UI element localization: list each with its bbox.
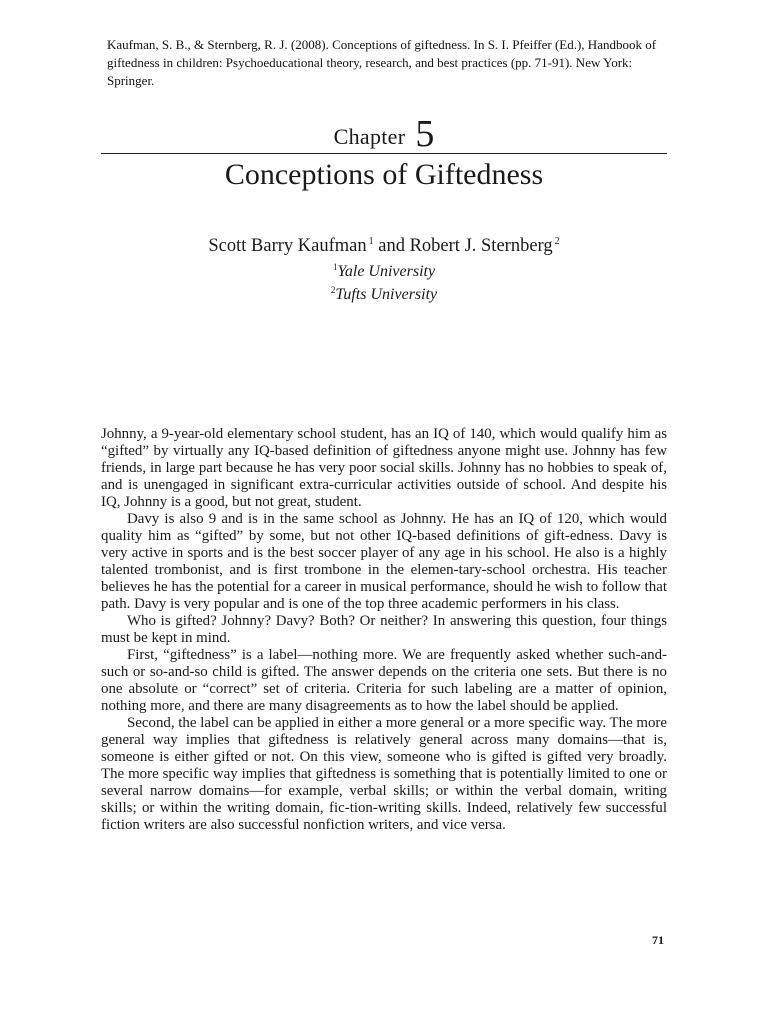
chapter-label — [0, 112, 768, 156]
chapter-number: 5 — [415, 113, 435, 155]
page-number: 71 — [652, 933, 664, 947]
affiliation-1 — [0, 257, 768, 282]
paragraph-1: Johnny, a 9-year-old elementary school student, has an IQ of 140, which would qualify him as “gifted” by virtually any IQ-based definition of giftedness anyone might use. Johnny has few friends, in large part because he has very poor social skills. Johnny has no hobbies to speak of, and is unengaged in significant extra-curricular activities outside of school. And despite his IQ, Johnny is a good, but not great, student. — [101, 426, 667, 510]
author-1-affiliation-mark: 1 — [368, 236, 374, 247]
affiliation-2-name: Tufts University — [335, 286, 438, 303]
author-conjunction: and — [373, 236, 410, 256]
author-line — [0, 230, 768, 258]
author-1: Scott Barry Kaufman — [208, 236, 367, 256]
citation-header: Kaufman, S. B., & Sternberg, R. J. (2008). Conceptions of giftedness. In S. I. Pfeiffer (Ed.), Handbook of giftedness in children: Psychoeducational theory, research, and best practices (pp. 71-91). New York: Springer. — [107, 37, 657, 88]
paragraph-5: Second, the label can be applied in either a more general or a more specific way. The more general way implies that giftedness is relatively general across many domains—that is, someone is either gifted or not. On this view, someone who is gifted is gifted very broadly. The more specific way implies that giftedness is something that is potentially limited to one or several narrow domains—for example, verbal skills; or within the verbal domain, writing skills; or within the writing domain, fic-tion-writing skills. Indeed, relatively few successful fiction writers are also successful nonfiction writers, and vice versa. — [101, 715, 667, 833]
author-2: Robert J. Sternberg — [409, 236, 553, 256]
affiliation-1-mark: 1 — [332, 262, 338, 272]
paragraph-3: Who is gifted? Johnny? Davy? Both? Or neither? In answering this question, four things must be kept in mind. — [101, 613, 667, 646]
chapter-title: Conceptions of Giftedness — [224, 158, 544, 191]
author-2-affiliation-mark: 2 — [554, 236, 560, 247]
chapter-divider — [101, 153, 667, 154]
affiliation-2 — [0, 280, 768, 305]
affiliation-2-mark: 2 — [330, 285, 336, 295]
body-text — [101, 426, 667, 834]
paragraph-4: First, “giftedness” is a label—nothing more. We are frequently asked whether such-and-such or so-and-so child is gifted. The answer depends on the criteria one sets. But there is no one absolute or “correct” set of criteria. Criteria for such labeling are a matter of opinion, nothing more, and there are many disagreements as to how the label should be applied. — [101, 647, 667, 714]
chapter-word: Chapter — [333, 124, 406, 149]
affiliation-1-name: Yale University — [337, 263, 436, 280]
paragraph-2: Davy is also 9 and is in the same school as Johnny. He has an IQ of 120, which would quality him as “gifted” by some, but not other IQ-based definitions of gift-edness. Davy is very active in sports and is the best soccer player of any age in his school. He also is a highly talented trombonist, and is first trombone in the elemen-tary-school orchestra. His teacher believes he has the potential for a career in musical performance, should he wish to follow that path. Davy is very popular and is one of the top three academic performers in his class. — [101, 511, 667, 612]
